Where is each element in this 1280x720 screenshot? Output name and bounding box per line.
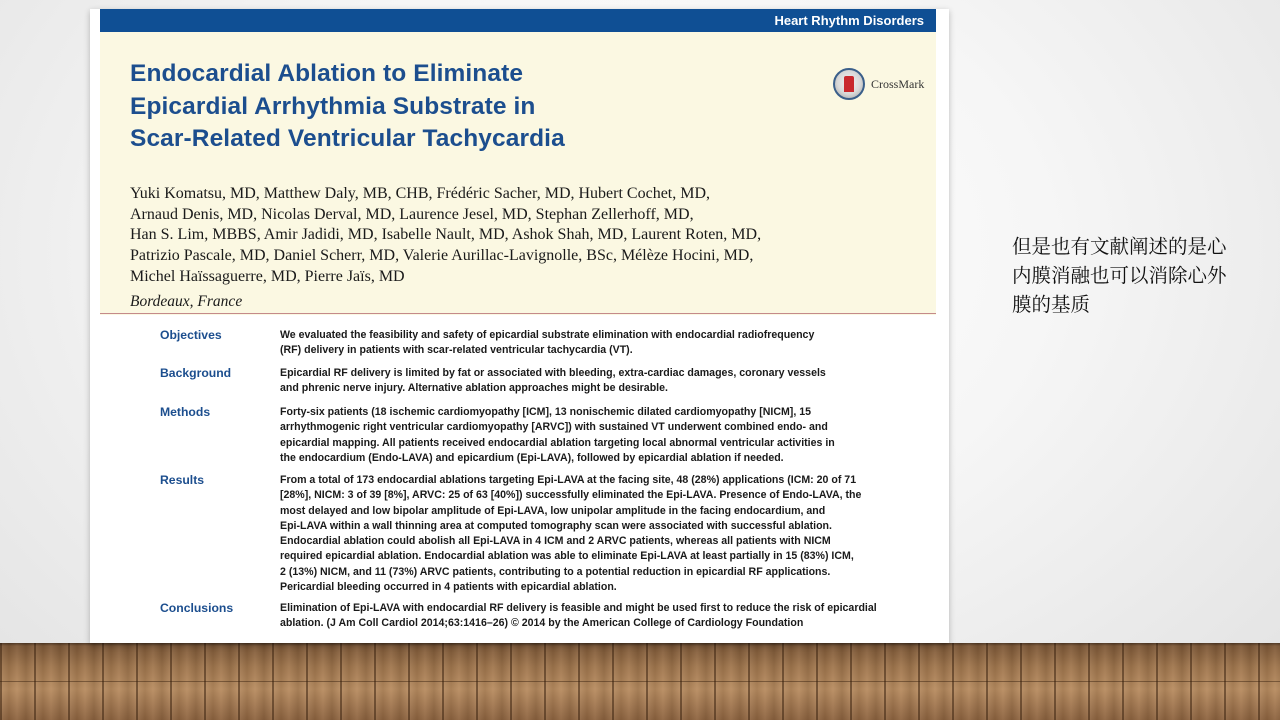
abstract-text [280, 601, 940, 632]
abstract-line: From a total of 173 endocardial ablations targeting Epi-LAVA at the facing site, 48 (28%) applications (ICM: 20 of 71 [280, 474, 857, 486]
paper-header [100, 32, 936, 315]
abstract-line: 2 (13%) NICM, and 11 (73%) ARVC patients, contributing to a potential reduction in epicardial RF applications. [280, 565, 831, 578]
affiliation: Bordeaux, France [130, 293, 243, 310]
title-line: Scar-Related Ventricular Tachycardia [130, 125, 565, 152]
author-line: Michel Haïssaguerre, MD, Pierre Jaïs, MD [130, 267, 405, 285]
abstract-line: the endocardium (Endo-LAVA) and epicardium (Epi-LAVA), followed by epicardial ablation if needed. [280, 451, 784, 464]
abstract-text [280, 473, 940, 595]
abstract-line: Forty-six patients (18 ischemic cardiomyopathy [ICM], 13 nonischemic dilated cardiomyopathy [NICM], 15 [280, 406, 811, 418]
abstract-line: ablation. (J Am Coll Cardiol 2014;63:1416–26) © 2014 by the American College of Cardiology Foundation [280, 617, 804, 630]
crossmark-label: CrossMark [871, 76, 925, 91]
title-line: Endocardial Ablation to Eliminate [130, 60, 524, 87]
journal-section-label: Heart Rhythm Disorders [774, 13, 924, 28]
author-line: Patrizio Pascale, MD, Daniel Scherr, MD, Valerie Aurillac-Lavignolle, BSc, Mélèze Hocini, MD, [130, 247, 754, 265]
abstract-line: epicardial mapping. All patients received endocardial ablation targeting local abnormal ventricular activities in [280, 436, 835, 449]
abstract-line: We evaluated the feasibility and safety of epicardial substrate elimination with endocardial radiofrequency [280, 329, 815, 341]
title-line: Epicardial Arrhythmia Substrate in [130, 92, 536, 120]
abstract-line: required epicardial ablation. Endocardial ablation was able to eliminate Epi-LAVA at least partially in 15 (83%) ICM, [280, 550, 854, 563]
abstract-line: Elimination of Epi-LAVA with endocardial RF delivery is feasible and might be used first to reduce the risk of epicardial [280, 602, 877, 614]
section-divider [100, 313, 936, 314]
author-line: Arnaud Denis, MD, Nicolas Derval, MD, Laurence Jesel, MD, Stephan Zellerhoff, MD, [130, 205, 694, 223]
crossmark-badge[interactable] [833, 68, 924, 100]
abstract-text [280, 405, 940, 466]
abstract-text [280, 328, 940, 359]
crossmark-icon [833, 68, 865, 100]
abstract-text [280, 366, 940, 397]
abstract-line: and phrenic nerve injury. Alternative ablation approaches might be desirable. [280, 382, 668, 395]
wooden-floor-background [0, 643, 1280, 720]
author-line: Han S. Lim, MBBS, Amir Jadidi, MD, Isabelle Nault, MD, Ashok Shah, MD, Laurent Roten, MD, [130, 226, 762, 244]
abstract-label: Methods [160, 405, 211, 419]
author-line: Yuki Komatsu, MD, Matthew Daly, MB, CHB, Frédéric Sacher, MD, Hubert Cochet, MD, [130, 185, 711, 202]
abstract-line: [28%], NICM: 3 of 39 [8%], ARVC: 25 of 63 [40%]) successfully eliminated the Epi-LAVA. Presence of Endo-LAVA, the [280, 489, 862, 502]
paper-screenshot [90, 9, 949, 643]
abstract-line: Pericardial bleeding occurred in 4 patients with epicardial ablation. [280, 581, 617, 594]
abstract-line: Epi-LAVA within a wall thinning area at computed tomography scan were associated with successful ablation. [280, 519, 832, 532]
abstract-line: Endocardial ablation could abolish all Epi-LAVA in 4 ICM and 2 ARVC patients, whereas all patients with NICM [280, 535, 831, 548]
journal-section-banner [100, 9, 936, 32]
abstract-line: most delayed and low bipolar amplitude of Epi-LAVA, low unipolar amplitude in the facing endocardium, and [280, 504, 826, 517]
abstract-label: Results [160, 473, 205, 487]
abstract-line: Epicardial RF delivery is limited by fat or associated with bleeding, extra-cardiac damages, coronary vessels [280, 367, 826, 379]
paper-title [130, 58, 650, 156]
abstract-line: (RF) delivery in patients with scar-related ventricular tachycardia (VT). [280, 344, 633, 357]
abstract-label: Conclusions [160, 601, 234, 615]
abstract-line: arrhythmogenic right ventricular cardiomyopathy [ARVC]) with sustained VT underwent combined endo- and [280, 421, 828, 434]
slide-note-text: 但是也有文献阐述的是心内膜消融也可以消除心外膜的基质 [1012, 235, 1227, 316]
author-list [130, 184, 920, 288]
abstract-label: Objectives [160, 328, 222, 342]
abstract-label: Background [160, 366, 232, 380]
